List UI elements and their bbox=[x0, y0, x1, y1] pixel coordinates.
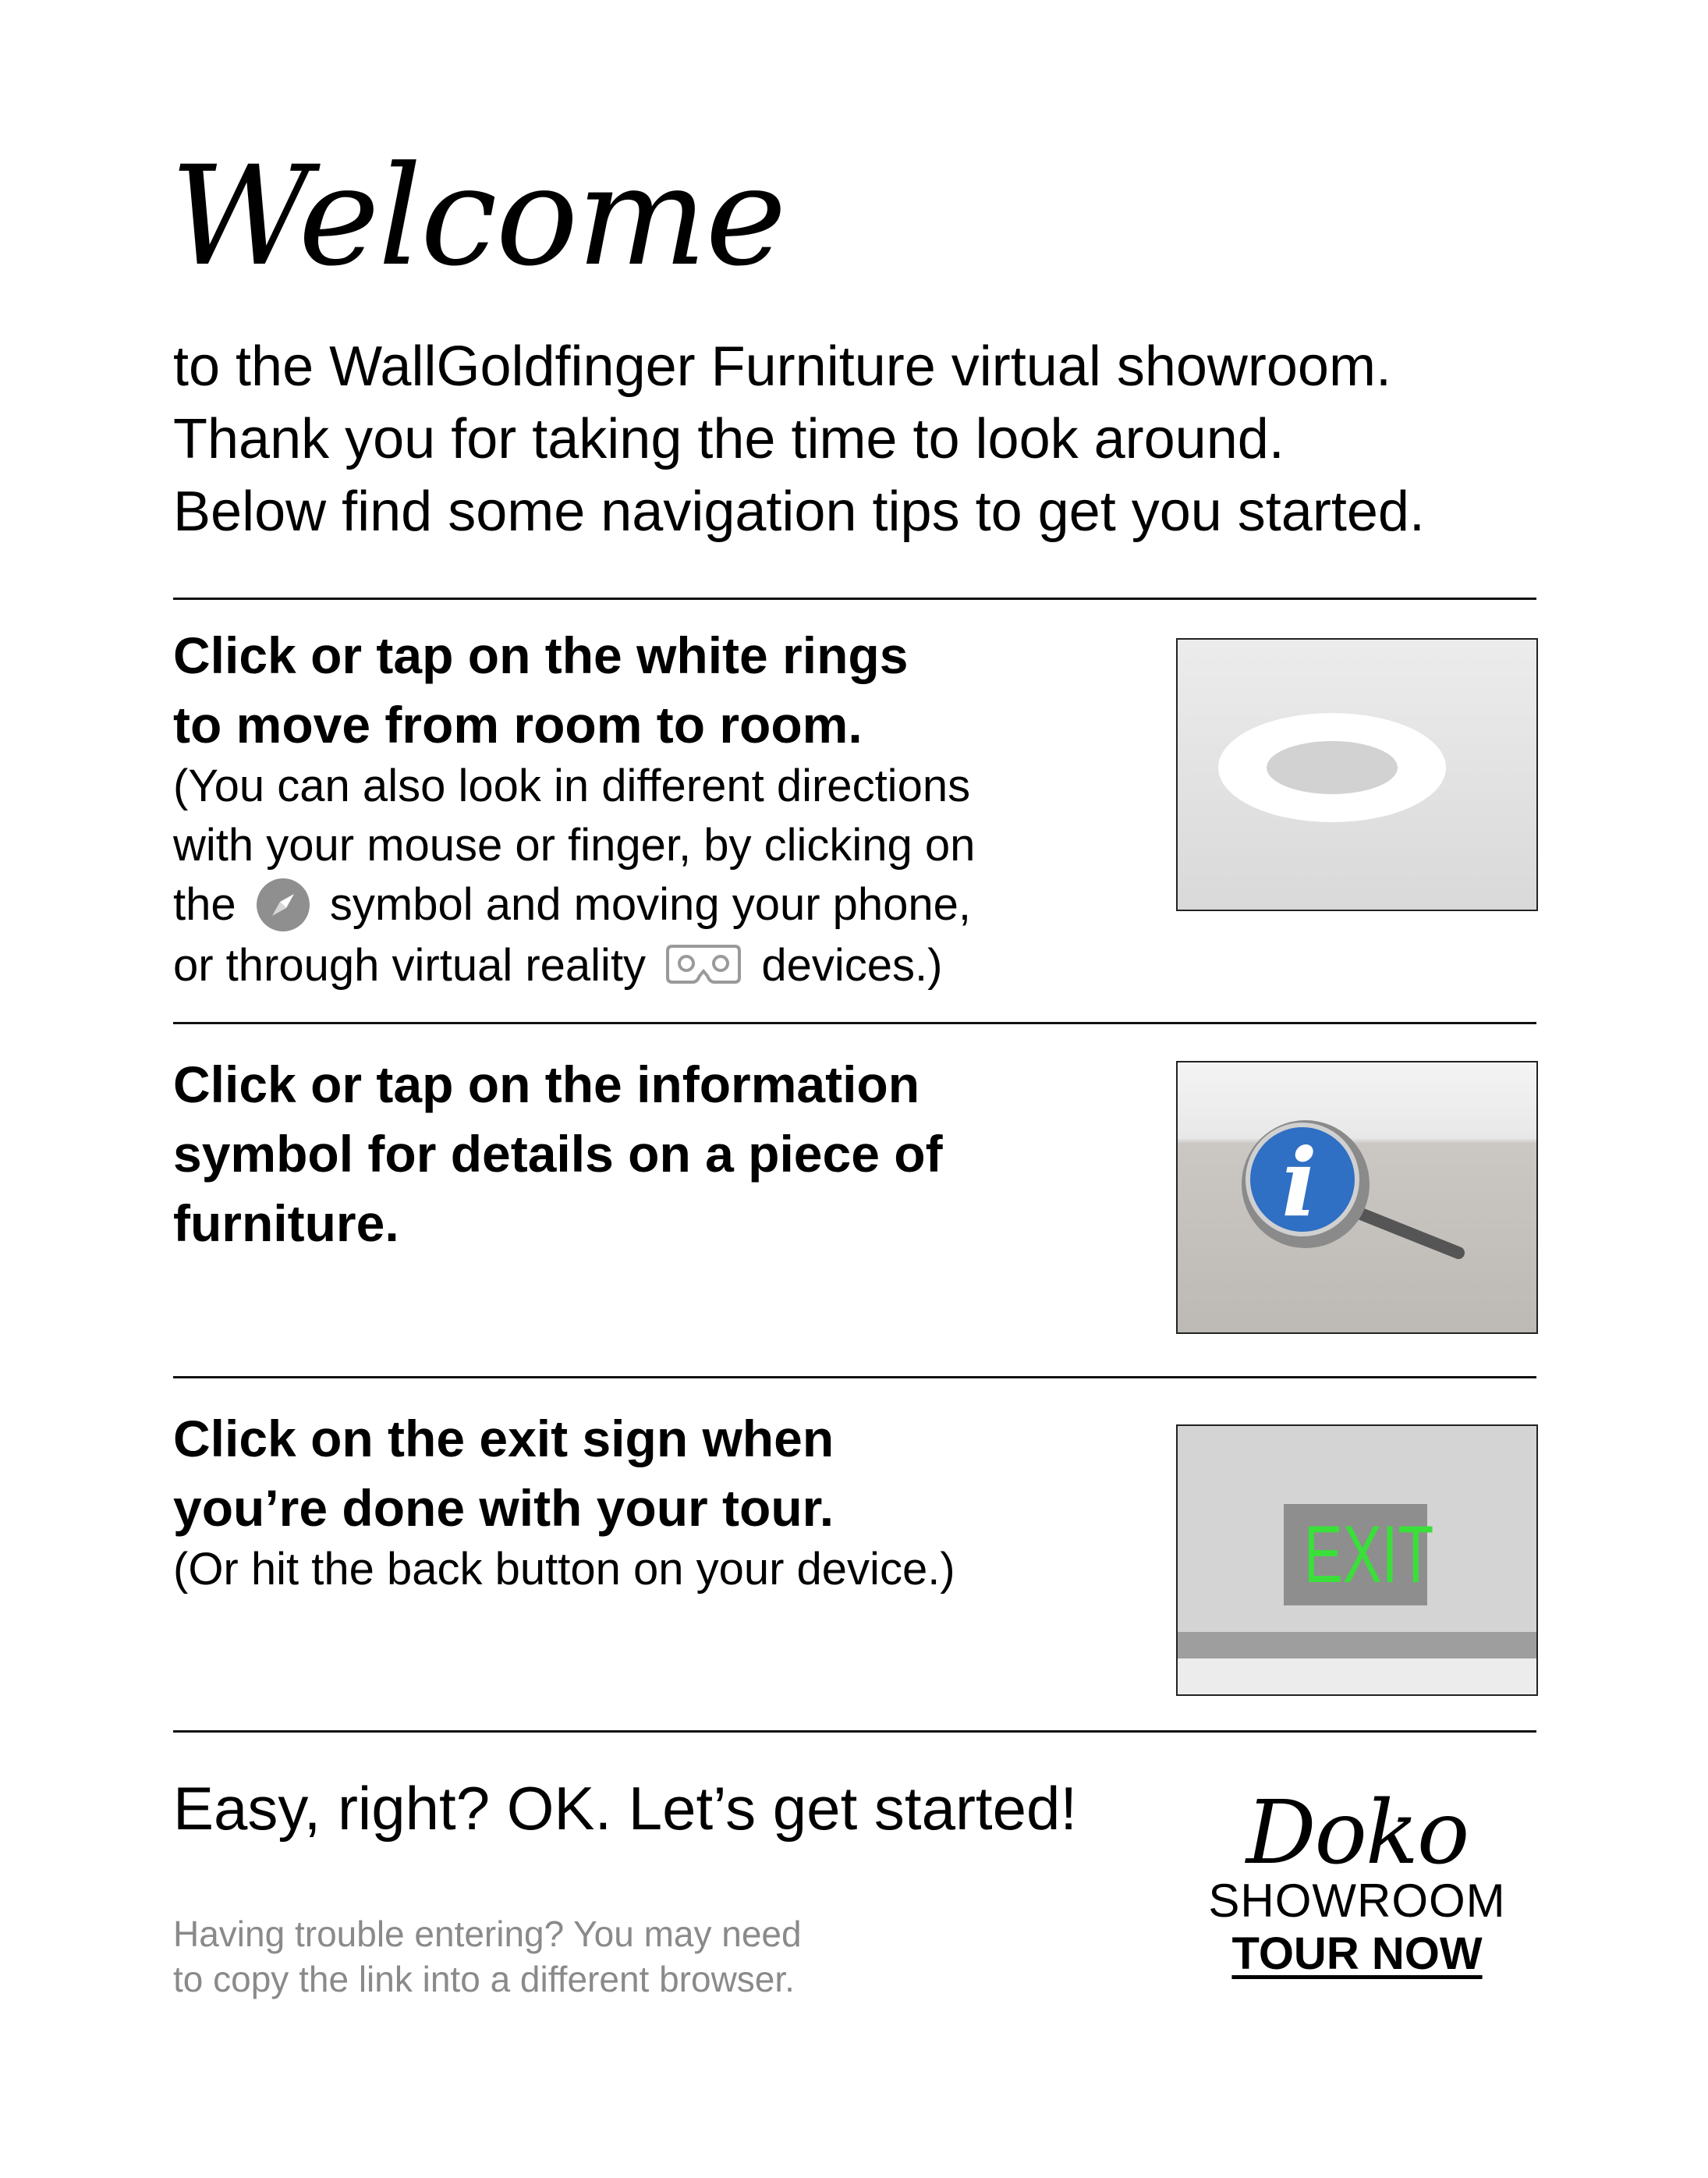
exit-sign-icon bbox=[1284, 1504, 1434, 1605]
body-line: (You can also look in different directions bbox=[173, 761, 971, 811]
title-line: Click or tap on the white rings bbox=[173, 626, 909, 684]
title-line: you’re done with your tour. bbox=[173, 1479, 835, 1537]
body-text: the bbox=[173, 879, 236, 930]
white-ring-icon bbox=[1178, 640, 1536, 910]
info-magnifier-image bbox=[1176, 1061, 1538, 1334]
intro-text bbox=[173, 331, 1577, 548]
section-rings-title bbox=[173, 621, 908, 760]
title-line: symbol for details on a piece of bbox=[173, 1125, 943, 1183]
section-rings-body bbox=[173, 757, 975, 995]
title-line: Click or tap on the information bbox=[173, 1055, 920, 1113]
trouble-line: Having trouble entering? You may need bbox=[173, 1914, 802, 1954]
white-ring-image bbox=[1176, 638, 1538, 911]
welcome-heading: Welcome bbox=[170, 137, 785, 296]
body-line bbox=[173, 936, 975, 995]
title-line: furniture. bbox=[173, 1194, 399, 1252]
title-line: Click on the exit sign when bbox=[173, 1410, 835, 1467]
body-text: symbol and moving your phone, bbox=[329, 879, 972, 930]
tour-now-link[interactable]: TOUR NOW bbox=[1231, 1928, 1483, 1979]
intro-line: Below find some navigation tips to get you started. bbox=[173, 481, 1425, 543]
section-exit-body bbox=[173, 1540, 955, 1599]
exit-text: EXIT bbox=[1303, 1509, 1434, 1600]
intro-line: to the WallGoldfinger Furniture virtual showroom. bbox=[173, 335, 1391, 398]
vr-headset-icon bbox=[664, 942, 742, 988]
trouble-line: to copy the link into a different browser. bbox=[173, 1959, 795, 1999]
trouble-text bbox=[173, 1911, 802, 2002]
wall-molding bbox=[1178, 1632, 1536, 1658]
exit-sign-image bbox=[1176, 1424, 1538, 1696]
easy-text: Easy, right? OK. Let’s get started! bbox=[173, 1774, 1078, 1843]
body-text: or through virtual reality bbox=[173, 939, 647, 991]
showroom-label: SHOWROOM bbox=[1208, 1875, 1506, 1927]
divider bbox=[173, 1022, 1536, 1024]
info-magnifier-icon bbox=[1178, 1062, 1536, 1332]
divider bbox=[173, 598, 1536, 600]
doko-logo: Doko bbox=[1246, 1782, 1469, 1884]
section-exit-title bbox=[173, 1404, 834, 1543]
compass-icon bbox=[255, 877, 311, 933]
info-i-text: i bbox=[1281, 1128, 1317, 1238]
body-line: (Or hit the back button on your device.) bbox=[173, 1544, 955, 1594]
body-line: with your mouse or finger, by clicking on bbox=[173, 820, 976, 871]
doko-tour-badge bbox=[1178, 1782, 1536, 1981]
divider bbox=[173, 1376, 1536, 1378]
body-text: devices.) bbox=[761, 939, 943, 991]
section-info-title bbox=[173, 1050, 943, 1258]
intro-line: Thank you for taking the time to look around. bbox=[173, 408, 1285, 470]
divider bbox=[173, 1730, 1536, 1733]
floor-strip bbox=[1178, 1658, 1536, 1694]
title-line: to move from room to room. bbox=[173, 696, 863, 754]
body-line bbox=[173, 875, 975, 936]
